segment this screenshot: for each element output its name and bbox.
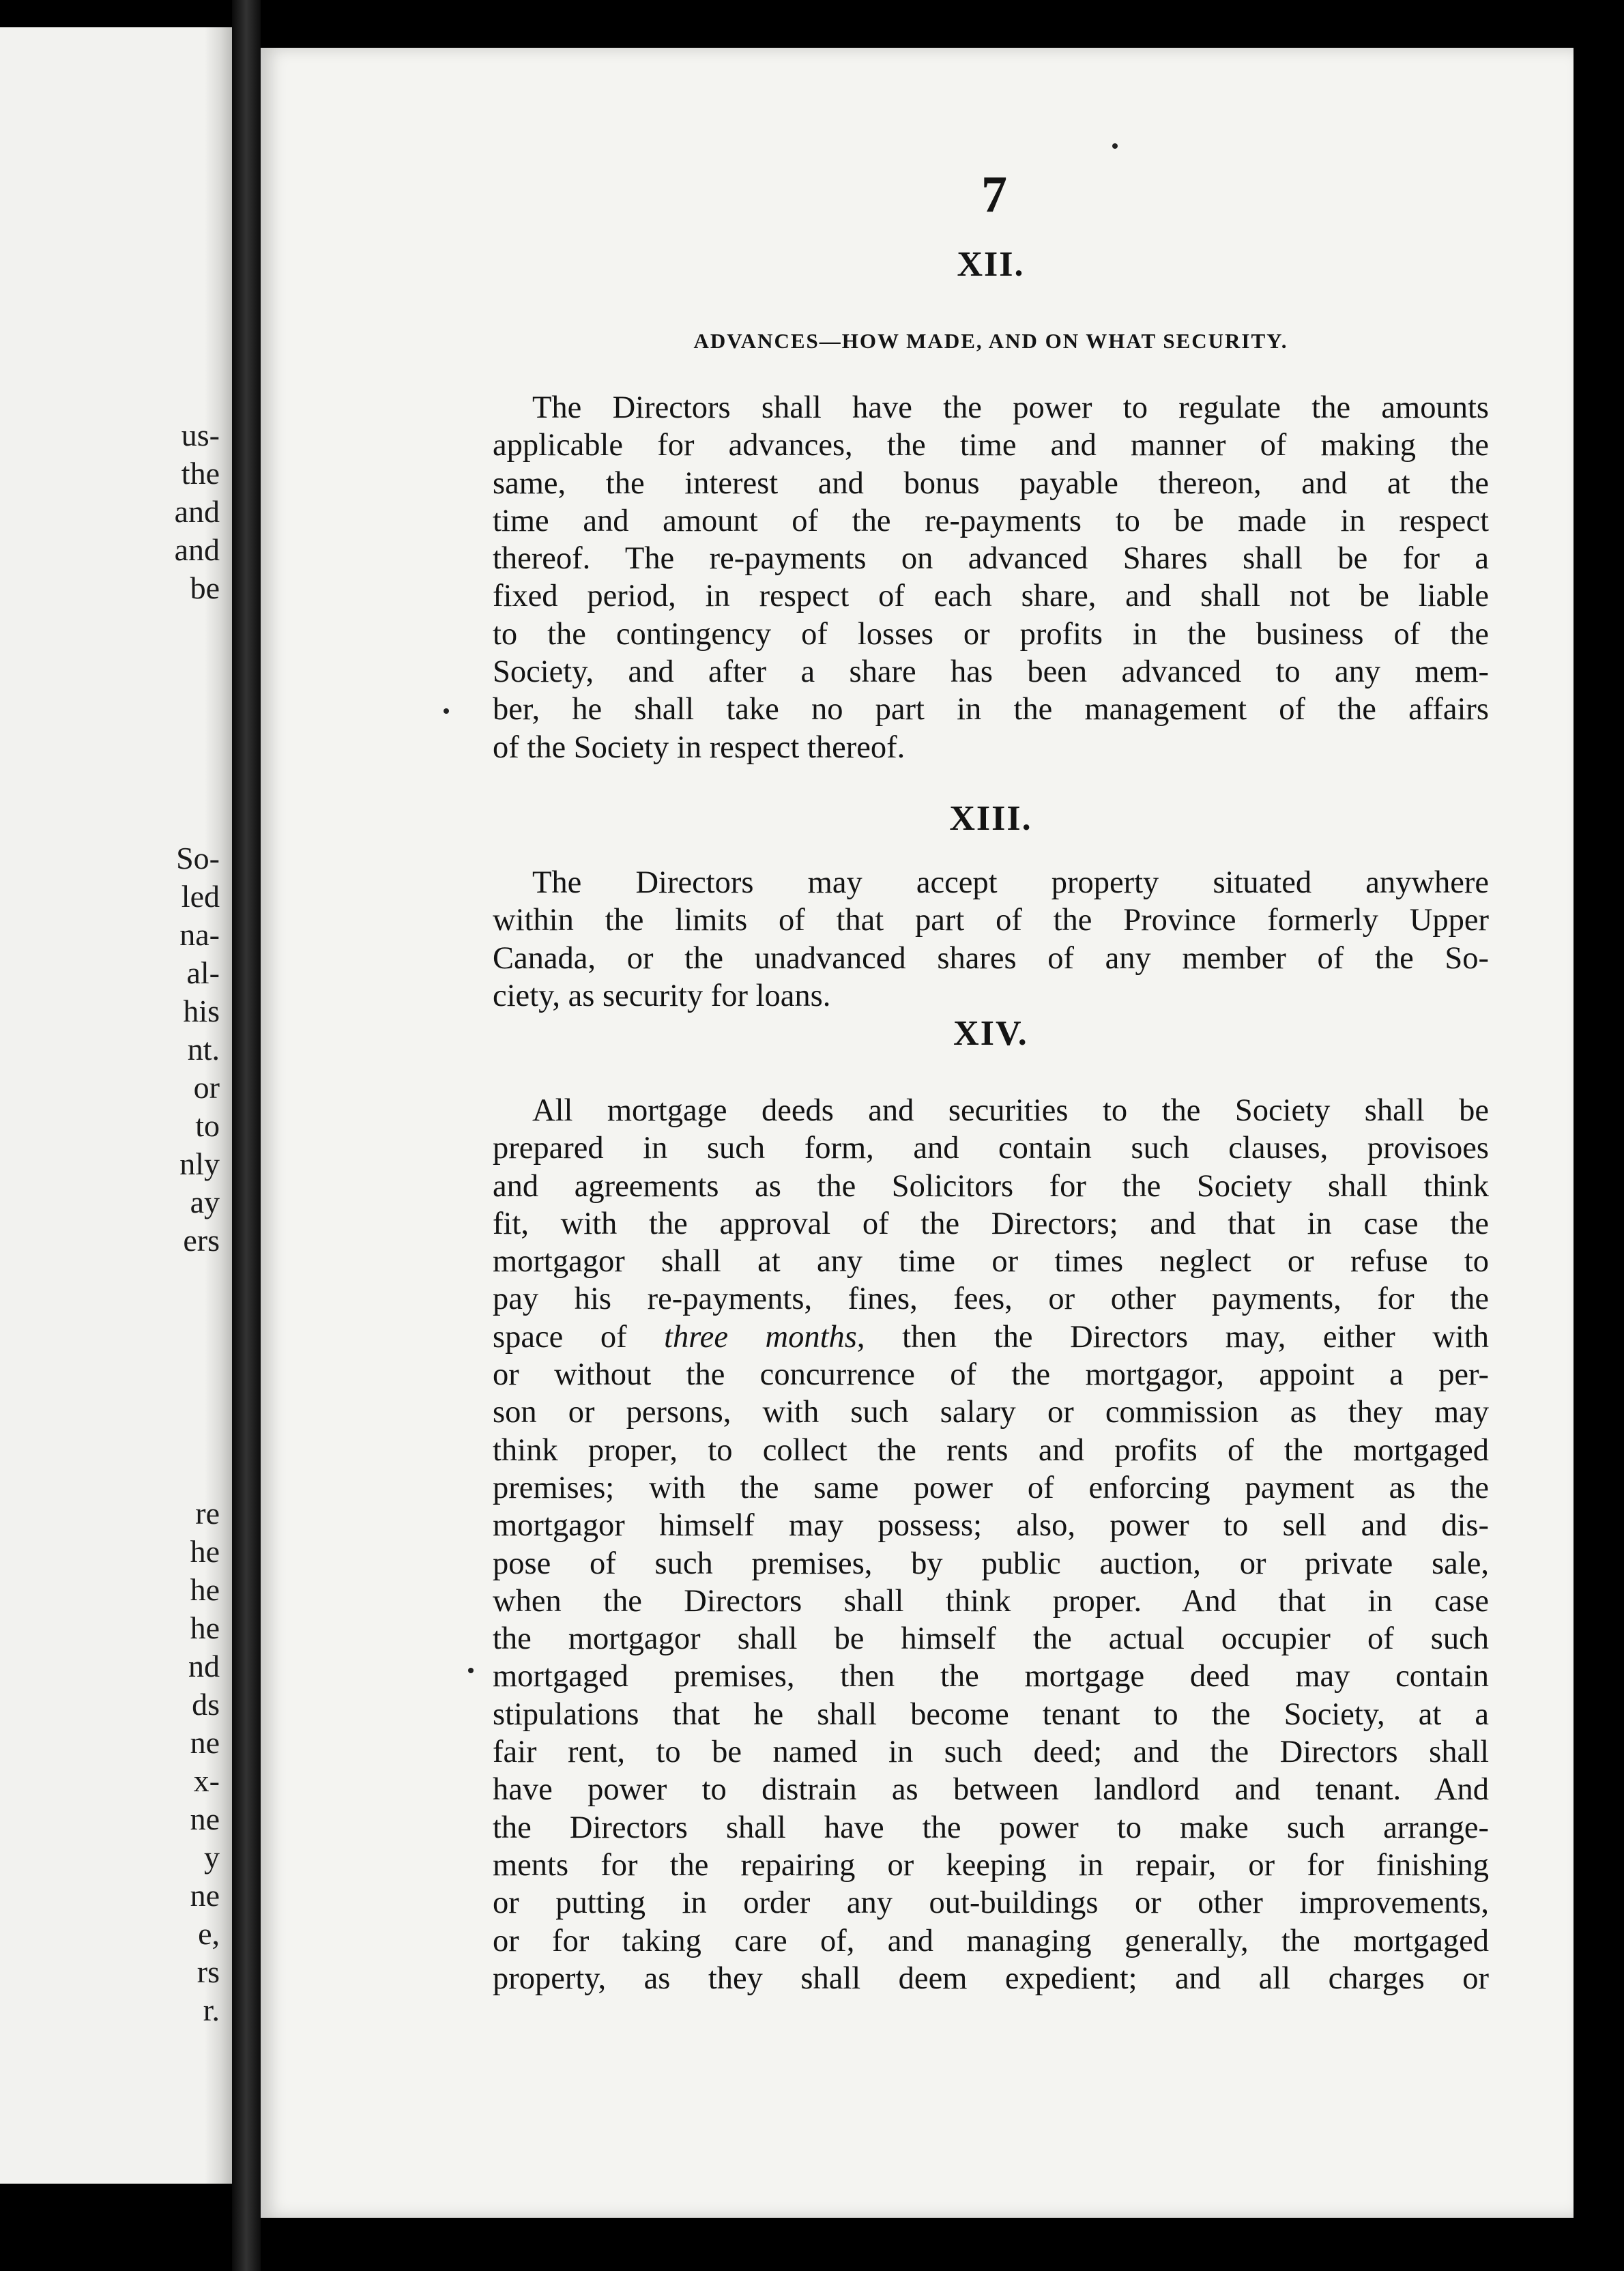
- text-line: The Directors may accept property situated anywhere: [532, 865, 1489, 900]
- text-line: The Directors shall have the power to regulate the amounts: [532, 390, 1489, 425]
- section-heading-xiv: XIV.: [953, 1014, 1028, 1053]
- text-line: premises; with the same power of enforcing payment as the: [493, 1470, 1489, 1505]
- section-xiii-paragraph: [493, 864, 1489, 1015]
- fragment-text: ne: [190, 1802, 220, 1836]
- section-heading-xiii: XIII.: [949, 799, 1032, 838]
- page-number: 7: [981, 166, 1007, 223]
- fragment-text: y: [204, 1840, 220, 1875]
- text-segment: , then the Directors may, either with: [856, 1319, 1490, 1355]
- text-line: All mortgage deeds and securities to the Society shall be: [532, 1093, 1489, 1128]
- section-xii-paragraph: [493, 389, 1489, 766]
- fragment-text: re: [195, 1496, 220, 1531]
- text-line: Society, and after a share has been advanced to any mem-: [493, 654, 1489, 690]
- fragment-text: and: [174, 532, 220, 567]
- print-speck: [1112, 143, 1118, 149]
- text-line: within the limits of that part of the Province formerly Upper: [493, 903, 1489, 938]
- section-xiv-paragraph: [493, 1092, 1489, 1997]
- fragment-text: ne: [190, 1878, 220, 1913]
- text-line: when the Directors shall think proper. And that in case: [493, 1583, 1489, 1619]
- text-line: to the contingency of losses or profits in the business of the: [493, 616, 1489, 652]
- print-speck: [444, 708, 449, 714]
- fragment-text: nd: [188, 1649, 220, 1683]
- text-line-with-italic: [493, 1318, 1489, 1356]
- document-page: [261, 48, 1574, 2218]
- left-margin-fragments-top: [83, 416, 220, 607]
- fragment-text: the: [181, 456, 220, 491]
- text-segment: space of: [493, 1319, 665, 1355]
- text-line: son or persons, with such salary or commission as they may: [493, 1395, 1489, 1430]
- text-line: mortgaged premises, then the mortgage deed may contain: [493, 1659, 1489, 1694]
- fragment-text: r.: [203, 1993, 220, 2027]
- fragment-text: nly: [179, 1146, 220, 1181]
- fragment-text: he: [190, 1572, 220, 1607]
- fragment-text: to: [195, 1108, 220, 1143]
- fragment-text: rs: [197, 1954, 220, 1989]
- text-line: property, as they shall deem expedient; and all charges or: [493, 1961, 1489, 1996]
- italic-phrase: three months: [664, 1319, 857, 1355]
- text-line: stipulations that he shall become tenant to the Society, at a: [493, 1696, 1489, 1732]
- text-line: or without the concurrence of the mortgagor, appoint a per-: [493, 1357, 1489, 1393]
- fragment-text: nt.: [187, 1032, 220, 1067]
- text-line: pose of such premises, by public auction, or private sale,: [493, 1546, 1489, 1581]
- text-line: time and amount of the re-payments to be made in respect: [493, 503, 1489, 538]
- section-heading-xii: XII.: [957, 245, 1025, 284]
- left-margin-fragments-mid: [83, 839, 220, 1260]
- fragment-text: ne: [190, 1725, 220, 1760]
- left-margin-fragments-bottom: [83, 1494, 220, 2029]
- text-line: fixed period, in respect of each share, and shall not be liable: [493, 579, 1489, 614]
- fragment-text: led: [181, 879, 220, 914]
- text-line: applicable for advances, the time and manner of making the: [493, 428, 1489, 463]
- text-line: the mortgagor shall be himself the actual occupier of such: [493, 1621, 1489, 1657]
- text-line: of the Society in respect thereof.: [493, 729, 905, 765]
- text-line: or for taking care of, and managing generally, the mortgaged: [493, 1923, 1489, 1958]
- fragment-text: na-: [179, 917, 220, 952]
- fragment-text: or: [193, 1070, 220, 1105]
- text-line: fit, with the approval of the Directors; and that in case the: [493, 1206, 1489, 1241]
- text-line: mortgagor shall at any time or times neglect or refuse to: [493, 1244, 1489, 1279]
- text-line: mortgagor himself may possess; also, power to sell and dis-: [493, 1508, 1489, 1544]
- text-line: prepared in such form, and contain such clauses, provisoes: [493, 1131, 1489, 1166]
- book-binding: [232, 0, 261, 2271]
- section-subheading-xii: ADVANCES—HOW MADE, AND ON WHAT SECURITY.: [693, 329, 1288, 353]
- text-line: ber, he shall take no part in the management of the affairs: [493, 692, 1489, 727]
- fragment-text: ers: [183, 1223, 220, 1258]
- fragment-text: ay: [190, 1185, 220, 1219]
- previous-page-fragment: [0, 27, 233, 2184]
- text-line: have power to distrain as between landlord and tenant. And: [493, 1772, 1489, 1808]
- fragment-text: he: [190, 1534, 220, 1569]
- text-line: same, the interest and bonus payable thereon, and at the: [493, 465, 1489, 501]
- text-line: ciety, as security for loans.: [493, 978, 831, 1013]
- fragment-text: his: [183, 994, 220, 1028]
- fragment-text: be: [190, 570, 220, 605]
- fragment-text: he: [190, 1610, 220, 1645]
- print-speck: [468, 1668, 474, 1673]
- fragment-text: ds: [192, 1687, 220, 1722]
- text-line: fair rent, to be named in such deed; and the Directors shall: [493, 1735, 1489, 1770]
- fragment-text: e,: [198, 1916, 220, 1951]
- text-line: thereof. The re-payments on advanced Shares shall be for a: [493, 541, 1489, 577]
- fragment-text: So-: [176, 841, 220, 876]
- fragment-text: and: [174, 494, 220, 529]
- text-line: the Directors shall have the power to make such arrange-: [493, 1810, 1489, 1845]
- fragment-text: al-: [186, 955, 220, 990]
- text-line: and agreements as the Solicitors for the Society shall think: [493, 1168, 1489, 1204]
- fragment-text: us-: [181, 418, 220, 452]
- text-line: or putting in order any out-buildings or other improvements,: [493, 1885, 1489, 1921]
- fragment-text: x-: [193, 1763, 220, 1798]
- text-line: Canada, or the unadvanced shares of any member of the So-: [493, 940, 1489, 976]
- text-line: ments for the repairing or keeping in repair, or for finishing: [493, 1847, 1489, 1883]
- text-line: think proper, to collect the rents and profits of the mortgaged: [493, 1432, 1489, 1468]
- text-line: pay his re-payments, fines, fees, or other payments, for the: [493, 1282, 1489, 1317]
